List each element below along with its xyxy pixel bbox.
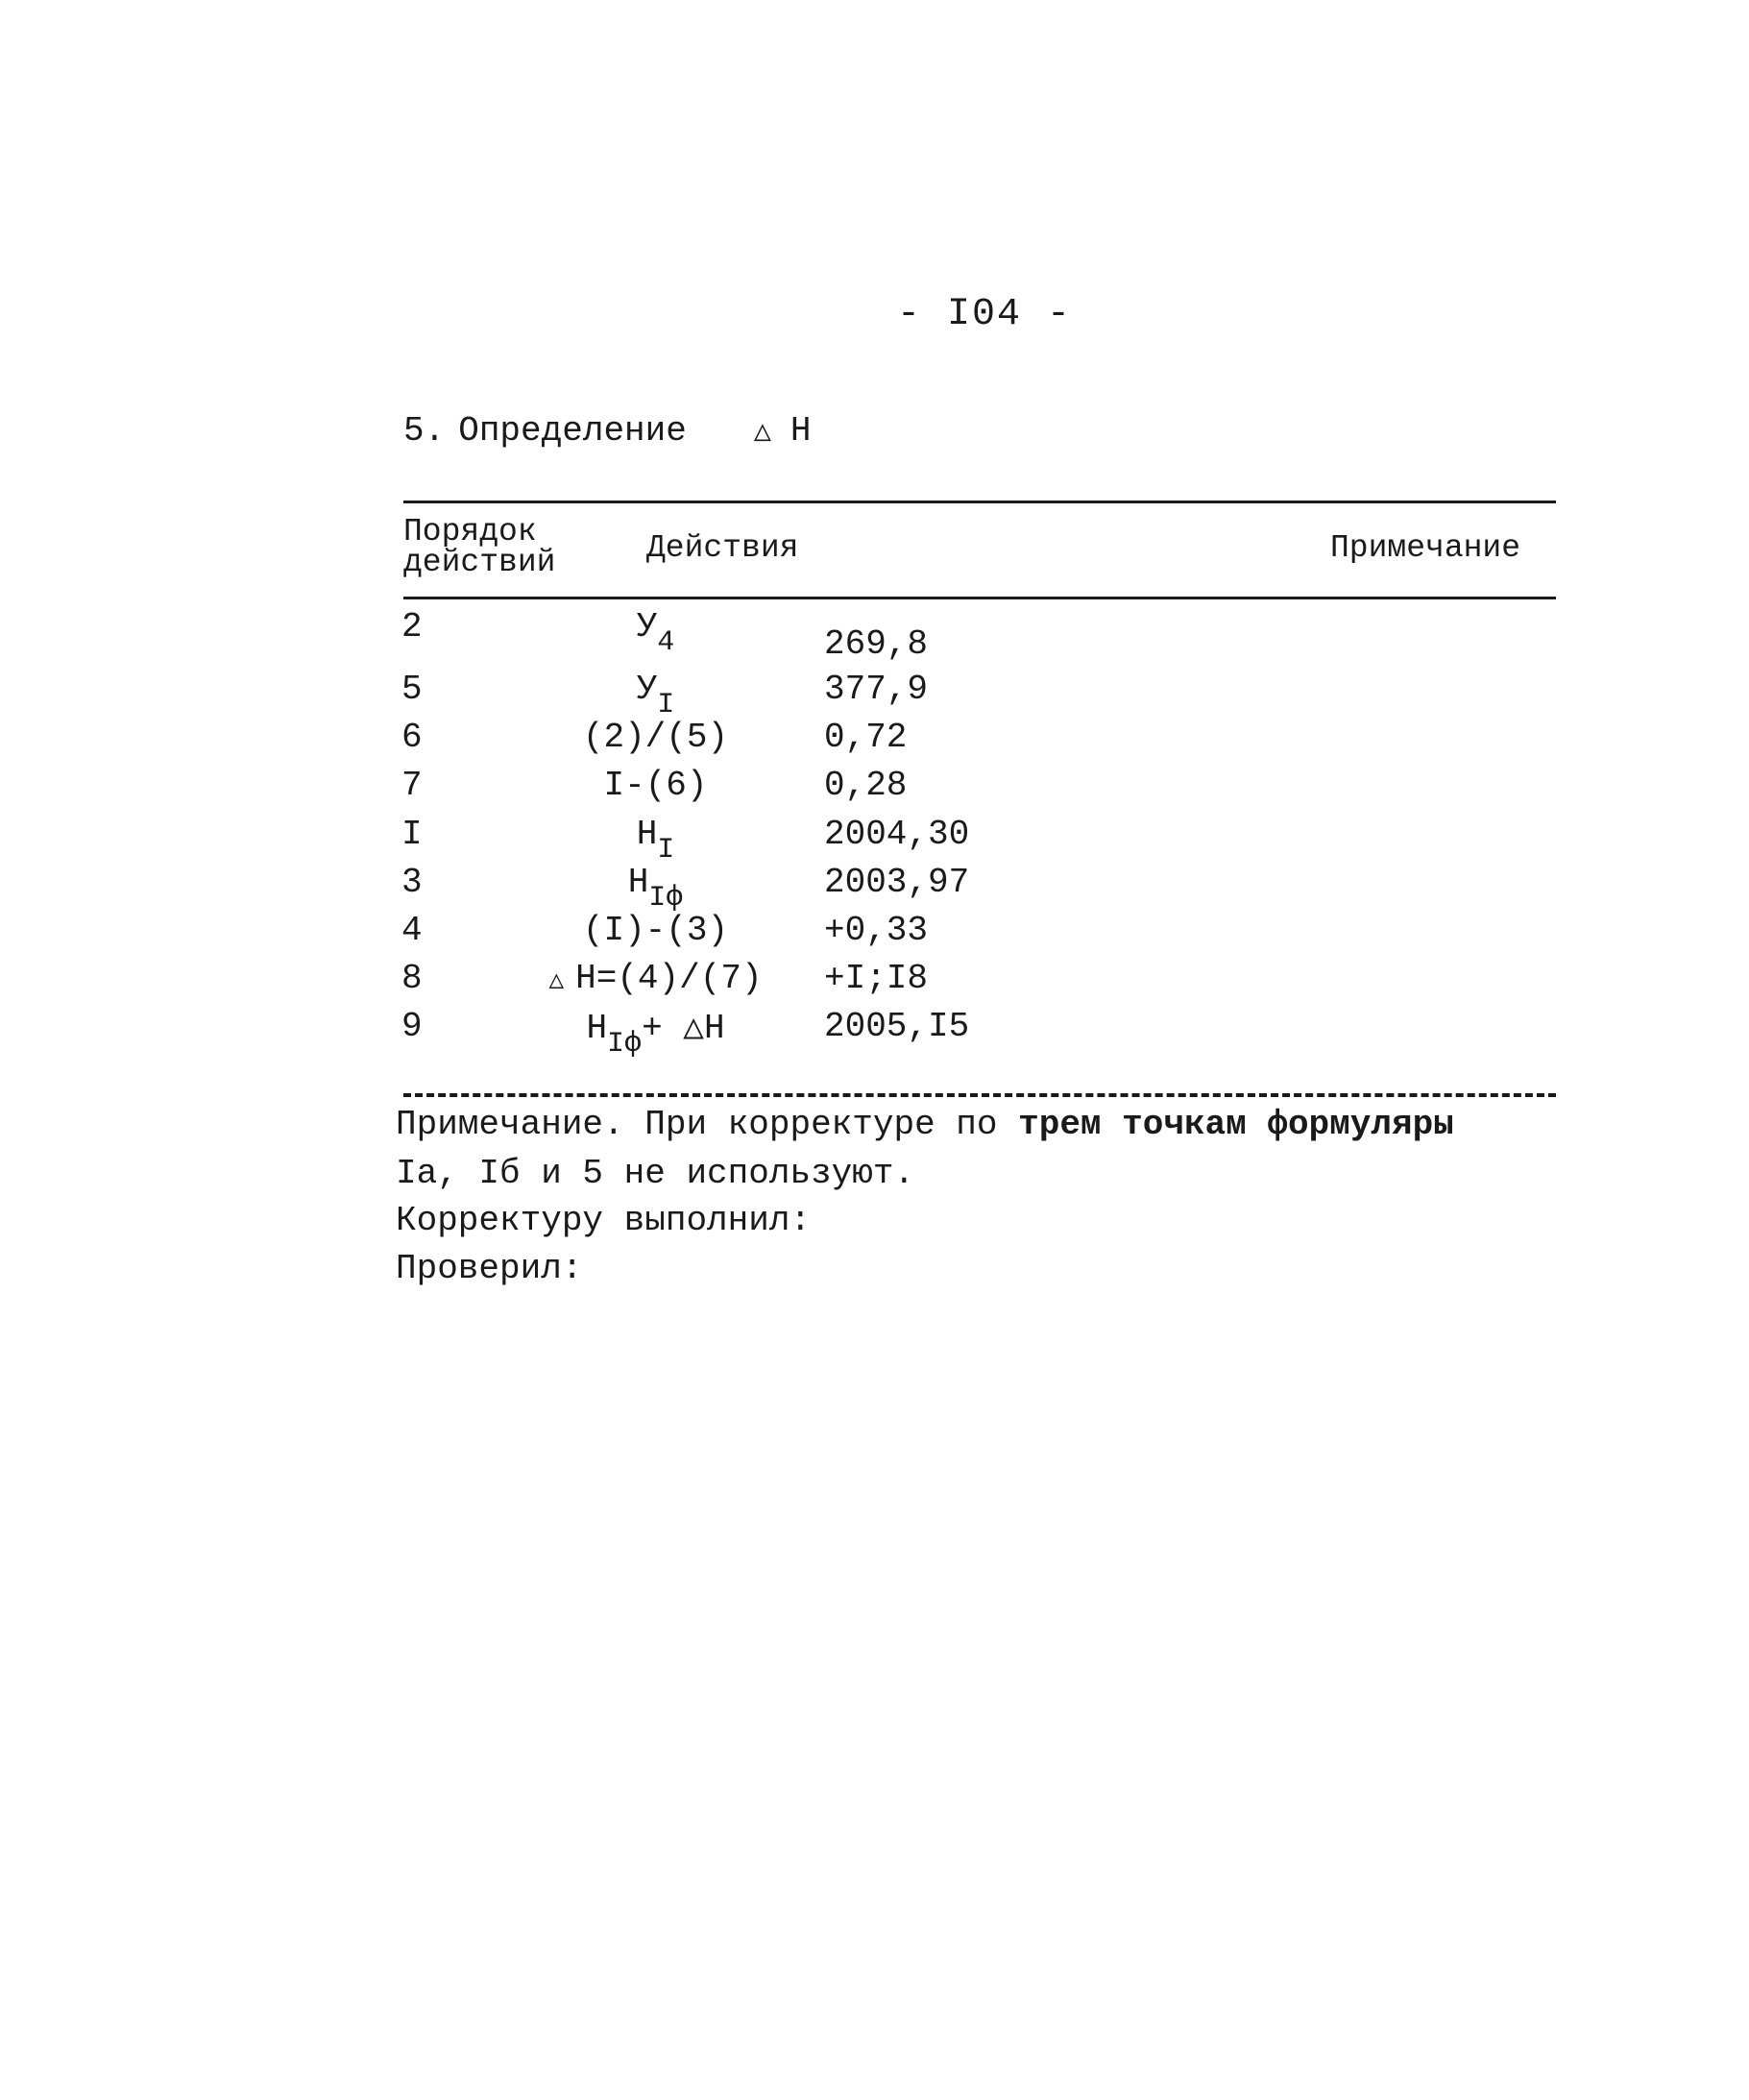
- table-row: [0, 959, 1749, 1007]
- row-order: 7: [401, 766, 423, 805]
- row-order: 2: [401, 607, 423, 647]
- row-order: 6: [401, 718, 423, 757]
- table-row: [0, 1007, 1749, 1061]
- table-row: [0, 718, 1749, 766]
- table-row: [0, 911, 1749, 959]
- row-action: $У_4$: [636, 607, 675, 659]
- footer-note: Примечание. При корректуре по трем точкам формуляры: [396, 1105, 1454, 1144]
- section-title: [403, 411, 812, 451]
- row-action: $H_I$: [636, 815, 675, 867]
- row-action: (2)/(5): [582, 718, 729, 757]
- table-row: [0, 766, 1749, 814]
- table-top-rule: [403, 501, 1556, 503]
- header-order: [403, 514, 595, 580]
- header-note: Примечание: [1330, 530, 1521, 566]
- page-number: - I04 -: [896, 293, 1073, 336]
- table-row: [0, 815, 1749, 867]
- header-actions: Действия: [646, 530, 799, 566]
- row-action: $H_{Iф}$: [627, 863, 684, 915]
- footer-checked-by: Проверил:: [396, 1249, 583, 1288]
- footer-done-by: Корректуру выполнил:: [396, 1201, 812, 1240]
- row-action: △ H=(4)/(7): [548, 959, 763, 998]
- row-value: 377,9: [824, 670, 929, 709]
- row-order: 4: [401, 911, 423, 950]
- header-order-line2: действий: [403, 545, 556, 580]
- section-number: 5.: [403, 411, 446, 451]
- row-order: 3: [401, 863, 423, 902]
- row-order: 9: [401, 1007, 423, 1046]
- delta-symbol: △: [753, 417, 771, 450]
- row-action: I-(6): [603, 766, 708, 805]
- table-bottom-dashed-rule: [403, 1093, 1556, 1097]
- row-action: $У_I$: [636, 670, 675, 721]
- section-h: H: [789, 411, 812, 451]
- section-title-text: Определение: [458, 411, 687, 451]
- row-value: 2005,I5: [824, 1007, 970, 1046]
- row-value: 0,28: [824, 766, 908, 805]
- delta-icon: △: [548, 966, 565, 995]
- row-value: 2003,97: [824, 863, 970, 902]
- row-order: 8: [401, 959, 423, 998]
- row-order: I: [401, 815, 423, 854]
- table-row: [0, 607, 1749, 664]
- table-row: [0, 670, 1749, 721]
- table-row: [0, 863, 1749, 915]
- table-header-rule: [403, 597, 1556, 599]
- header-order-line1: Порядок: [403, 514, 537, 549]
- row-order: 5: [401, 670, 423, 709]
- row-value: 0,72: [824, 718, 908, 757]
- row-value: +0,33: [824, 911, 929, 950]
- row-value: 269,8: [824, 624, 929, 664]
- row-value: +I;I8: [824, 959, 929, 998]
- row-action: (I)-(3): [582, 911, 729, 950]
- row-value: 2004,30: [824, 815, 970, 854]
- footer-note-line2: Iа, Iб и 5 не используют.: [396, 1154, 915, 1193]
- row-action: $H_{Iф}+$ △H: [586, 1009, 725, 1061]
